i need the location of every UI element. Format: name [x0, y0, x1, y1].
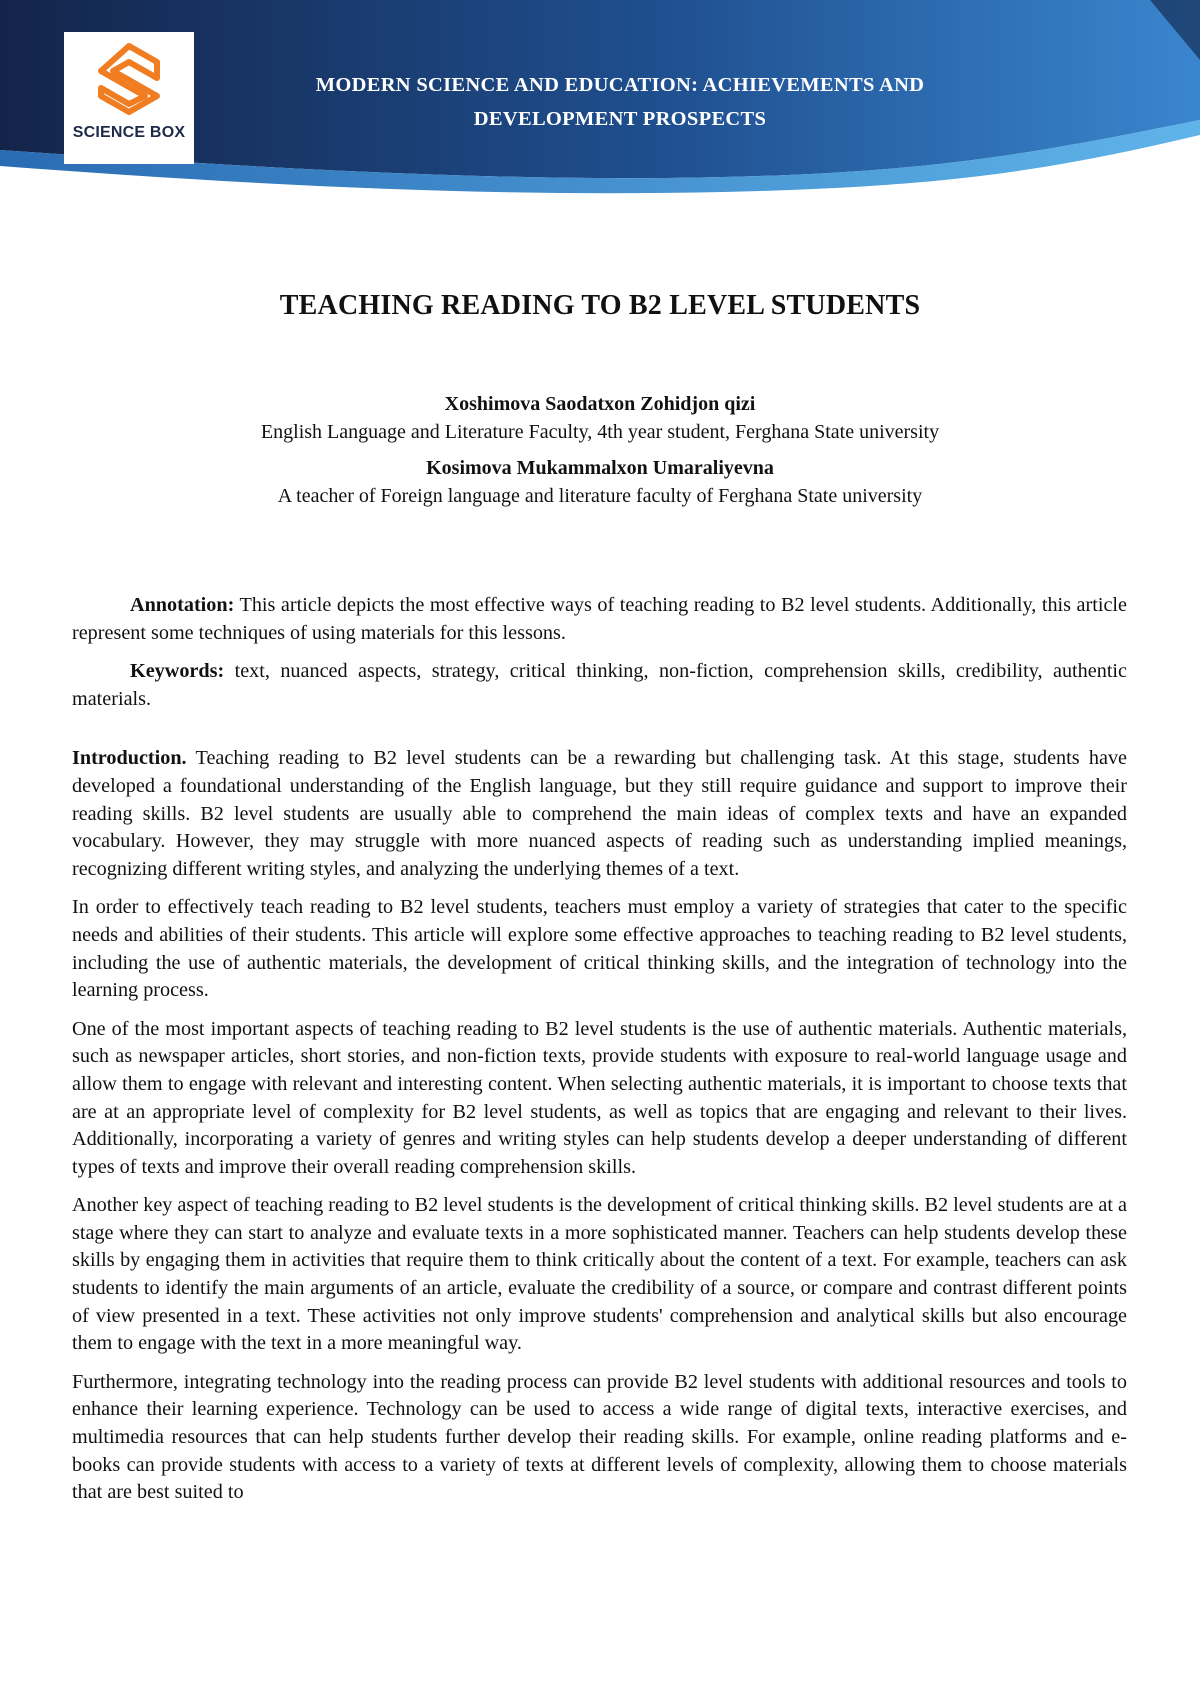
authors-block — [0, 390, 1200, 518]
journal-title-line2: DEVELOPMENT PROSPECTS — [473, 108, 767, 130]
annotation-label: Annotation: — [130, 594, 235, 616]
keywords-paragraph — [72, 658, 1127, 713]
journal-title-line1: MODERN SCIENCE AND EDUCATION: ACHIEVEMENTS AND — [315, 74, 925, 96]
author-name: Kosimova Mukammalxon Umaraliyevna — [426, 457, 774, 479]
science-box-logo-icon — [95, 42, 163, 120]
body-paragraph: Furthermore, integrating technology into the reading process can provide B2 level students with additional resources and tools to enhance their learning experience. Technology can be used to access a wide range of digital texts, interactive exercises, and multimedia resources that can help students further develop their reading skills. For example, online reading platforms and e-books can provide students with access to a variety of texts at different levels of complexity, allowing them to choose materials that are best suited to — [72, 1370, 1127, 1504]
journal-title — [240, 68, 1000, 136]
body-paragraph: One of the most important aspects of teaching reading to B2 level students is the use of authentic materials. Authentic materials, such as newspaper articles, short stories, and non-fiction texts, provide students with exposure to real-world language usage and allow them to engage with relevant and interesting content. When selecting authentic materials, it is important to choose texts that are at an appropriate level of complexity for B2 level students, as well as topics that are engaging and relevant to their lives. Additionally, incorporating a variety of genres and writing styles can help students develop a deeper understanding of different types of texts and improve their overall reading comprehension skills. — [72, 1017, 1127, 1178]
article-body — [72, 592, 1127, 1518]
annotation-text: This article depicts the most effective ways of teaching reading to B2 level students. Additionally, this article represent some techniques of using materials for this lessons. — [72, 594, 1127, 644]
header-banner — [0, 0, 1200, 200]
body-paragraph: In order to effectively teach reading to B2 level students, teachers must employ a variety of strategies that cater to the specific needs and abilities of their students. This article will explore some effective approaches to teaching reading to B2 level students, including the use of authentic materials, the development of critical thinking skills, and the integration of technology into the learning process. — [72, 896, 1127, 1002]
author-affiliation: English Language and Literature Faculty, 4th year student, Ferghana State university — [260, 421, 940, 443]
logo — [64, 32, 194, 164]
introduction-label: Introduction. — [72, 747, 187, 770]
logo-text: SCIENCE BOX — [72, 124, 186, 141]
author-affiliation: A teacher of Foreign language and literature faculty of Ferghana State university — [277, 485, 923, 507]
annotation-paragraph — [72, 592, 1127, 647]
body-paragraph: Another key aspect of teaching reading to B2 level students is the development of critical thinking skills. B2 level students are at a stage where they can start to analyze and evaluate texts in a more sophisticated manner. Teachers can help students develop these skills by engaging them in activities that require them to think critically about the content of a text. For example, teachers can ask students to identify the main arguments of an article, evaluate the credibility of a source, or compare and contrast different points of view presented in a text. These activities not only improve students' comprehension and analytical skills but also encourage them to engage with the text in a more meaningful way. — [72, 1194, 1127, 1355]
paper-title: TEACHING READING TO B2 LEVEL STUDENTS — [279, 290, 921, 321]
keywords-text: text, nuanced aspects, strategy, critical thinking, non-fiction, comprehension skills, credibility, authentic materials. — [72, 660, 1127, 710]
introduction-text: Teaching reading to B2 level students can be a rewarding but challenging task. At this stage, students have developed a foundational understanding of the English language, but they still require guidance and support to improve their reading skills. B2 level students are usually able to comprehend the main ideas of complex texts and have an expanded vocabulary. However, they may struggle with more nuanced aspects of reading such as understanding implied meanings, recognizing different writing styles, and analyzing the underlying themes of a text. — [72, 747, 1127, 880]
author-name: Xoshimova Saodatxon Zohidjon qizi — [444, 393, 756, 415]
introduction-paragraph — [72, 745, 1127, 883]
keywords-label: Keywords: — [130, 660, 225, 683]
